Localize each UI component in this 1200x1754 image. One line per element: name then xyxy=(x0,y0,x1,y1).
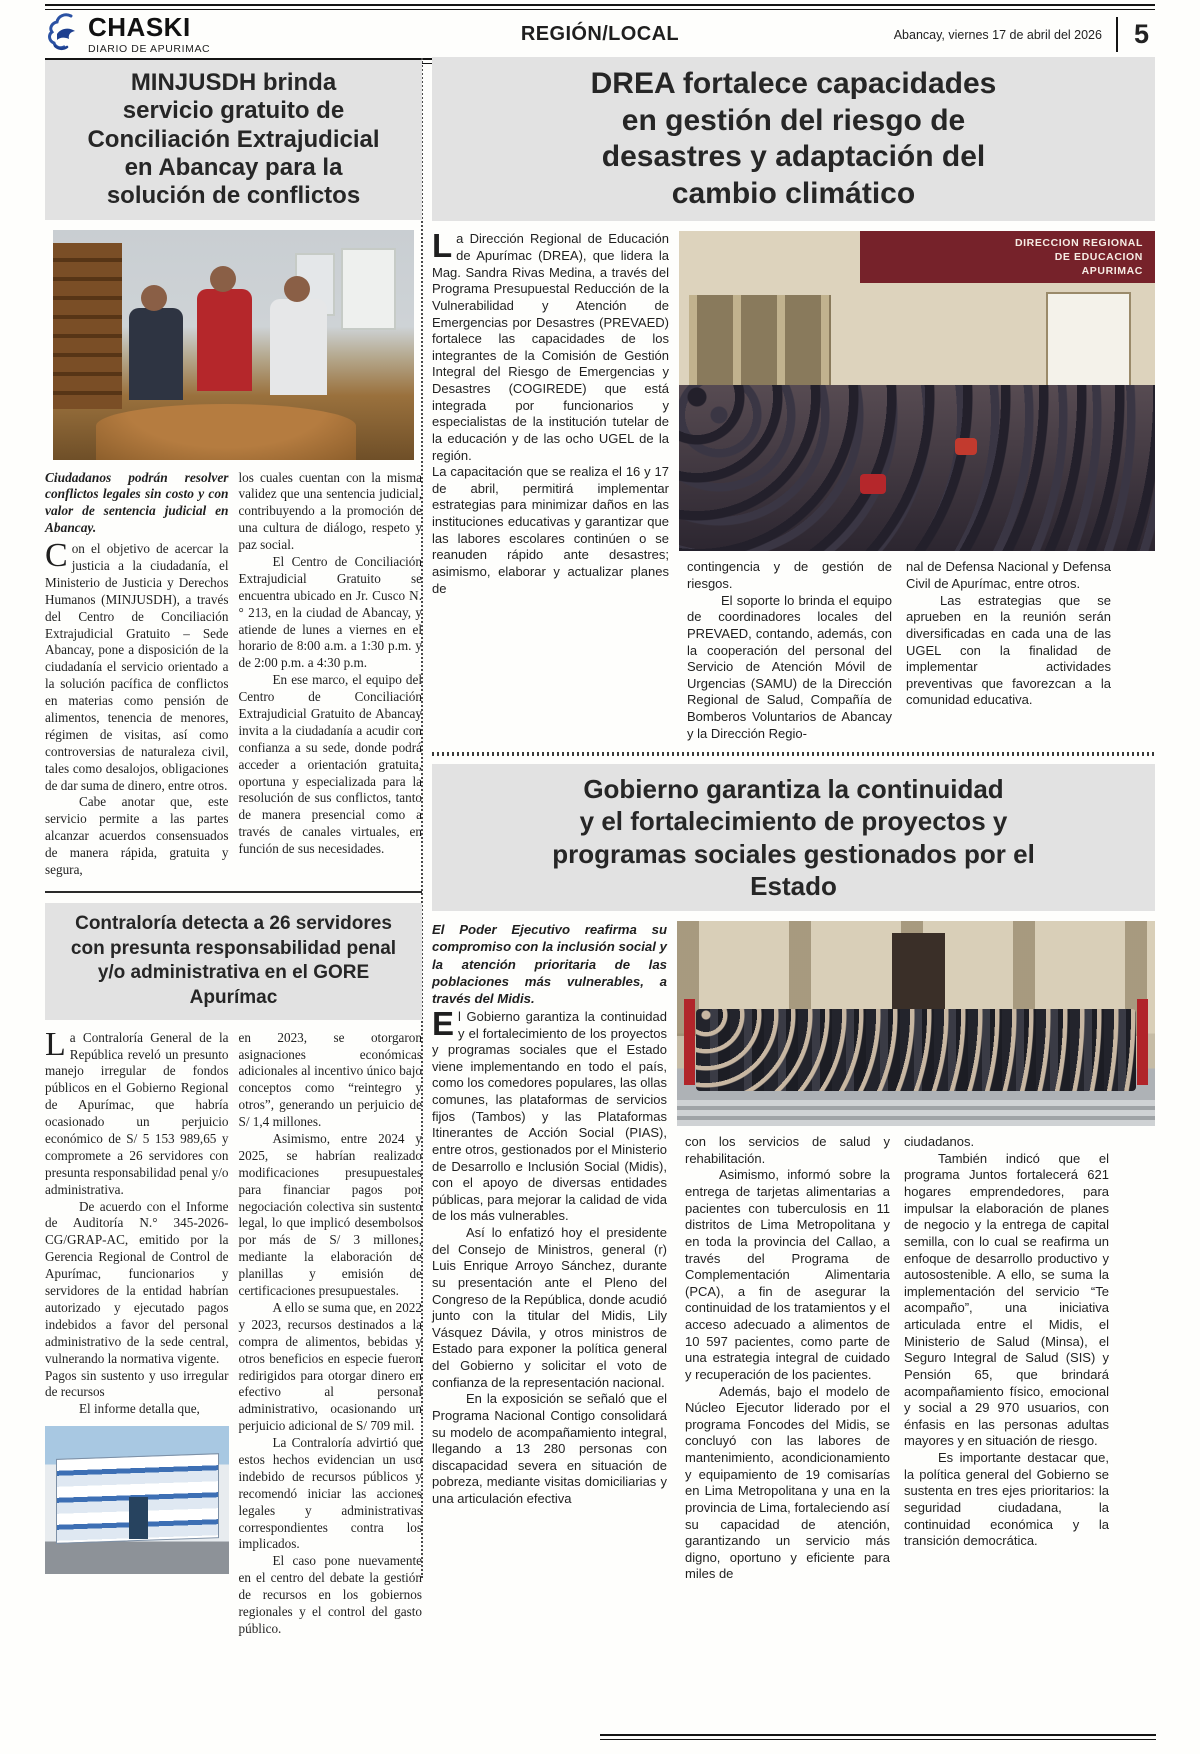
paragraph: A ello se suma que, en 2022 y 2023, recursos destinados a la compra de alimentos, bebidas y otros beneficios en especie fueron redirigidos para otorgar dinero en efectivo al personal administrativo, ocasionando un perjuicio adicional de S/ 709 mil. xyxy=(238,1299,422,1434)
paragraph-text: a Contraloría General de la República reveló un presunto manejo irregular de fondos públicos en el Gobierno Regional de Apurímac, que habría ocasionado un perjuicio económico de S/ 5 153 989,65 y compromete a 26 servidores con presunta responsabilidad penal y/o administrativa. xyxy=(45,1029,229,1197)
headline-line: con presunta responsabilidad penal xyxy=(70,937,397,959)
photo-gore-building xyxy=(45,1426,229,1574)
brand-block xyxy=(47,12,210,57)
paragraph: con los servicios de salud y rehabilitación. xyxy=(685,1134,890,1166)
page-number: 5 xyxy=(1116,17,1153,53)
paragraph: Cabe anotar que, este servicio permite a las partes alcanzar acuerdos consensuados de manera rápida, gratuita y segura, xyxy=(45,794,229,878)
paragraph: El informe detalla que, xyxy=(79,1401,200,1417)
headline-line: servicio gratuito de xyxy=(122,97,345,125)
left-page-column xyxy=(45,60,422,1638)
dotted-article-divider xyxy=(432,752,1155,756)
person-figure xyxy=(129,308,183,400)
paragraph: Asimismo, informó sobre la entrega de tarjetas alimentarias a pacientes con tuberculosis en 11 distritos de Lima Metropolitana y en toda la provincia del Callao, a través del Programa de Complementación Alimentaria (PCA), a fin de asegurar la continuidad de los tratamientos y el acceso adecuado a alimentos de 10 597 pacientes, como parte de una estrategia integral de cuidado y recuperación de los pacientes. xyxy=(685,1167,890,1382)
section-title: REGIÓN/LOCAL xyxy=(520,23,680,45)
photo-and-columns xyxy=(677,921,1155,1583)
sub-headline: Pagos sin sustento y uso irregular de recursos xyxy=(45,1367,229,1400)
article-minjusdh xyxy=(45,60,422,879)
person-figure-red-vest xyxy=(197,289,251,390)
dateline: Abancay, viernes 17 de abril del 2026 xyxy=(893,27,1102,42)
paragraph: nal de Defensa Nacional y Defensa Civil de Apurímac, entre otros. xyxy=(906,559,1111,591)
guard-red-shape xyxy=(1137,999,1148,1085)
article-drea xyxy=(432,57,1155,742)
text-column-1 xyxy=(432,227,669,742)
drop-cap: E xyxy=(432,1004,455,1042)
headline-line: en Abancay para la xyxy=(124,153,343,181)
paragraph: Así lo enfatizó hoy el presidente del Consejo de Ministros, general (r) Luis Enrique Arroyo Sánchez, durante su presentación ante el Pleno del Congreso de la República, donde acudió junto con la titular del Midis, Lily Vásquez Dávila, y otros ministros de Estado para exponer la política general del Gobierno y solicitar el voto de confianza de la representación nacional. xyxy=(432,1225,667,1390)
headline-minjusdh xyxy=(45,60,422,220)
brand-text xyxy=(88,14,210,55)
banner-line: DE EDUCACION xyxy=(1054,251,1143,264)
photo-conciliation-meeting xyxy=(53,230,414,460)
paragraph xyxy=(45,1025,229,1199)
text-column-1 xyxy=(45,1025,229,1638)
drea-banner xyxy=(860,231,1155,283)
photo-palace-group xyxy=(677,921,1155,1126)
chaski-bird-logo-icon xyxy=(47,12,81,57)
headline-line: cambio climático xyxy=(671,176,916,210)
masthead-row xyxy=(45,10,1155,58)
text-column-2 xyxy=(239,1030,423,1638)
brand-name: CHASKI xyxy=(88,12,191,42)
headline-line: DREA fortalece capacidades xyxy=(590,67,997,100)
drop-cap: L xyxy=(45,1025,66,1063)
officials-group-shape xyxy=(696,1009,1136,1091)
paragraph: en 2023, se otorgaron asignaciones económicas adicionales al incentivo único bajo conceptos como “reintegro y otros”, generando un perjuicio de S/ 1,4 millones. xyxy=(238,1029,422,1130)
date-block xyxy=(894,17,1153,53)
drop-cap: L xyxy=(432,227,453,265)
photo-and-columns xyxy=(679,231,1155,742)
red-vest-shape xyxy=(860,474,886,494)
headline-line: Estado xyxy=(750,870,837,901)
paragraph: De acuerdo con el Informe de Auditoría N.° 345-2026-CG/GRAP-AC, emitido por la Gerencia Regional de Control de Apurímac, funcionarios y servidores de la entidad habrían autorizado y ejecutado pagos indebidos a favor del personal administrativo de la sede central, vulnerando la normativa vigente. xyxy=(45,1198,229,1366)
article-body xyxy=(432,921,1155,1583)
page-header xyxy=(45,4,1155,64)
headline-line: programas sociales gestionados por el xyxy=(552,838,1035,869)
building-door-shape xyxy=(129,1497,147,1538)
text-column-2 xyxy=(685,1134,890,1583)
paragraph: La capacitación que se realiza el 16 y 17 de abril, permitirá implementar estrategias para minimizar daños en las instituciones educativas y garantizar que las labores escolares continúen o se reanuden rápido ante desastres; asimismo, elaborar y actualizar planes de xyxy=(432,464,669,596)
columns-under-photo xyxy=(687,559,1155,742)
projection-screen-shape xyxy=(1046,292,1131,392)
paragraph: ciudadanos. xyxy=(904,1134,975,1150)
headline-line: desastres y adaptación del xyxy=(601,140,986,174)
banner-line: DIRECCION REGIONAL xyxy=(1014,237,1143,250)
paragraph: El soporte lo brinda el equipo de coordinadores locales del PREVAED, contando, además, con la cooperación del personal del Servicio de Atención Móvil de Urgencias (SAMU) de la Dirección Regional de Salud, Compañía de Bomberos Voluntarios de Abancay y la Dirección Regio- xyxy=(687,592,892,741)
paragraph: El caso pone nuevamente en el centro del debate la gestión de recursos en los gobiernos regionales y el control del gasto público. xyxy=(238,1553,422,1636)
paragraph: La Contraloría advirtió que estos hechos evidencian un uso indebido de recursos públicos y recomendó iniciar las acciones legales y administrativas correspondientes contra los implicados. xyxy=(238,1435,422,1552)
photo-caption: Ciudadanos podrán resolver conflictos legales sin costo y con valor de sentencia judicial en Abancay. xyxy=(45,469,229,536)
windows-shape xyxy=(689,295,832,385)
photo-drea-training xyxy=(679,231,1155,551)
text-column-3 xyxy=(904,1134,1109,1583)
footer-rule xyxy=(600,1734,1156,1740)
headline-line: y el fortalecimiento de proyectos y xyxy=(579,806,1008,837)
paragraph: Las estrategias que se aprueben en la reunión serán diversificadas en cada una de las UGEL con la finalidad de implementar actividades preventivas que favorezcan a la comunidad educativa. xyxy=(906,592,1111,708)
headline-line: Apurímac xyxy=(189,987,278,1008)
article-gobierno xyxy=(432,764,1155,1583)
paragraph: En ese marco, el equipo del Centro de Conciliación Extrajudicial Gratuito de Abancay invita a la ciudadanía a acudir con confianza a su sede, donde podrá acceder a orientación gratuita, oportuna y especializada para la resolución de sus conflictos, tanto de manera presencial como a través de canales virtuales, en función de sus necesidades. xyxy=(238,672,422,857)
paragraph: Asimismo, entre 2024 y 2025, se habrían realizado modificaciones presupuestales para financiar pagos por negociación colectiva sin sustento legal, lo que implicó desembolsos por más de S/ 3 millones, mediante la elaboración de planillas y emisión de certificaciones presupuestales. xyxy=(238,1131,422,1299)
headline-line: y/o administrativa en el GORE xyxy=(97,962,370,984)
headline-line: Contraloría detecta a 26 servidores xyxy=(75,912,392,934)
text-column-3 xyxy=(906,559,1111,742)
paragraph: El Centro de Conciliación Extrajudicial Gratuito se encuentra ubicado en Jr. Cusco N.° 213, en la ciudad de Abancay, y atiende de lunes a viernes en el horario de 8:00 a.m. a 1:30 p.m. y de 2:00 p.m. a 4:30 p.m. xyxy=(238,554,422,671)
headline-drea xyxy=(432,57,1155,221)
article-separator-rule xyxy=(45,891,422,893)
headline-line: Gobierno garantiza la continuidad xyxy=(583,774,1004,805)
article-columns xyxy=(45,1025,422,1638)
article-intro: El Poder Ejecutivo reafirma su compromiso con la inclusión social y la atención prioritaria de las poblaciones más vulnerables, a través del Midis. xyxy=(432,922,667,1006)
text-column-2 xyxy=(687,559,892,742)
guard-red-shape xyxy=(684,999,695,1085)
headline-line: Conciliación Extrajudicial xyxy=(87,125,380,153)
person-figure xyxy=(270,299,328,396)
paragraph xyxy=(45,537,229,794)
paragraph: Es importante destacar que, la política general del Gobierno se sustenta en tres ejes prioritarios: la seguridad ciudadana, la continuidad económica y la transición democrática. xyxy=(904,1450,1109,1549)
person-head xyxy=(141,285,167,311)
paragraph: contingencia y de gestión de riesgos. xyxy=(687,559,892,591)
text-column-1 xyxy=(45,470,229,879)
article-columns xyxy=(45,470,422,879)
article-contraloria xyxy=(45,903,422,1638)
wooden-table-shape xyxy=(96,404,356,459)
person-head xyxy=(284,276,310,302)
banner-line: APURIMAC xyxy=(1081,265,1143,278)
article-body xyxy=(432,227,1155,742)
audience-shape xyxy=(679,385,1155,551)
columns-under-photo xyxy=(685,1134,1155,1583)
headline-contraloria xyxy=(45,903,422,1020)
paragraph: los cuales cuentan con la misma validez que una sentencia judicial, contribuyendo a la promoción de una cultura de diálogo, respeto y paz social. xyxy=(238,469,422,553)
paragraph: Además, bajo el modelo de Núcleo Ejecutor liderado por el programa Foncodes del Midis, se concluyó con las labores de mantenimiento, acondicionamiento y equipamiento de 19 comisarías en Lima Metropolitana y una en la provincia de Lima, fortaleciendo así su capacidad de atención, garantizando un servicio más digno, oportuno y eficiente para miles de xyxy=(685,1383,890,1582)
paragraph xyxy=(432,227,669,464)
headline-gobierno xyxy=(432,764,1155,911)
text-column-2 xyxy=(239,470,423,879)
text-column-1 xyxy=(432,921,667,1583)
brand-tagline: DIARIO DE APURIMAC xyxy=(88,43,211,55)
right-page-column xyxy=(432,57,1155,1583)
headline-line: en gestión del riesgo de xyxy=(621,103,966,137)
palace-steps-shape xyxy=(677,1100,1155,1127)
paragraph-text: l Gobierno garantiza la continuidad y el fortalecimiento de los proyectos y programas sociales que el Estado viene implementando en todo el país, como los comedores populares, las ollas comunes, las plataformas de servicios fijos (Tambos) y las Plataformas Itinerantes de Acción Social (PIAS), entre otros, gestionados por el Ministerio de Desarrollo e Inclusión Social (Midis), con el apoyo de diversas entidades públicas, para mejorar la calidad de vida de los más vulnerables. xyxy=(432,1008,667,1224)
drop-cap: C xyxy=(45,537,68,575)
paragraph: También indicó que el programa Juntos fortalecerá 621 hogares emprendedores, para impulsar la elaboración de planes de negocio y la entrega de capital semilla, con lo cual se reafirma un enfoque de desarrollo productivo y autosostenible. A ello, se suma la implementación del servicio “Te acompaño”, una iniciativa articulada entre el Midis, el Ministerio de Salud (Minsa), el Seguro Integral de Salud (SIS) y Pensión 65, que brindará acompañamiento físico, emocional y social a 29 970 usuarios, con énfasis en las personas adultas mayores y en situación de riesgo. xyxy=(904,1150,1109,1449)
bookshelf-shape xyxy=(53,243,122,409)
wall-poster-shape xyxy=(341,248,396,330)
red-vest-shape xyxy=(955,438,977,455)
headline-line: solución de conflictos xyxy=(106,182,361,210)
paragraph-text: on el objetivo de acercar la justicia a la ciudadanía, el Ministerio de Justicia y Derechos Humanos (MINJUSDH), a través del Centro de Conciliación Extrajudicial Gratuito – Sede Abancay, pone a disposición de la ciudadanía el servicio orientado a la solución pacífica de conflictos en materias como pensión de alimentos, tenencia de menores, régimen de visitas, así como controversias de naturaleza civil, tales como desalojos, obligaciones de dar suma de dinero, entre otros. xyxy=(45,541,229,793)
paragraph xyxy=(432,1004,667,1225)
headline-line: MINJUSDH brinda xyxy=(130,69,337,96)
paragraph-text: a Dirección Regional de Educación de Apurímac (DREA), que lidera la Mag. Sandra Rivas Medina, a través del Programa Presupuestal Reducción de la Vulnerabilidad y Atención de Emergencias por Desastres (PREVAED) fortalece las capacidades de los integrantes de la Comisión de Gestión Integral del Riesgo de Emergencias y Desastres (COGIREDE) que está integrada por funcionarios y especialistas de la institución tutelar de la educación y de las ocho UGEL de la región. xyxy=(432,231,669,463)
paragraph: En la exposición se señaló que el Programa Nacional Contigo consolidará su modelo de acompañamiento integral, llegando a 13 280 personas con discapacidad severa en situación de pobreza, mediante visitas domiciliarias y una articulación efectiva xyxy=(432,1391,667,1507)
